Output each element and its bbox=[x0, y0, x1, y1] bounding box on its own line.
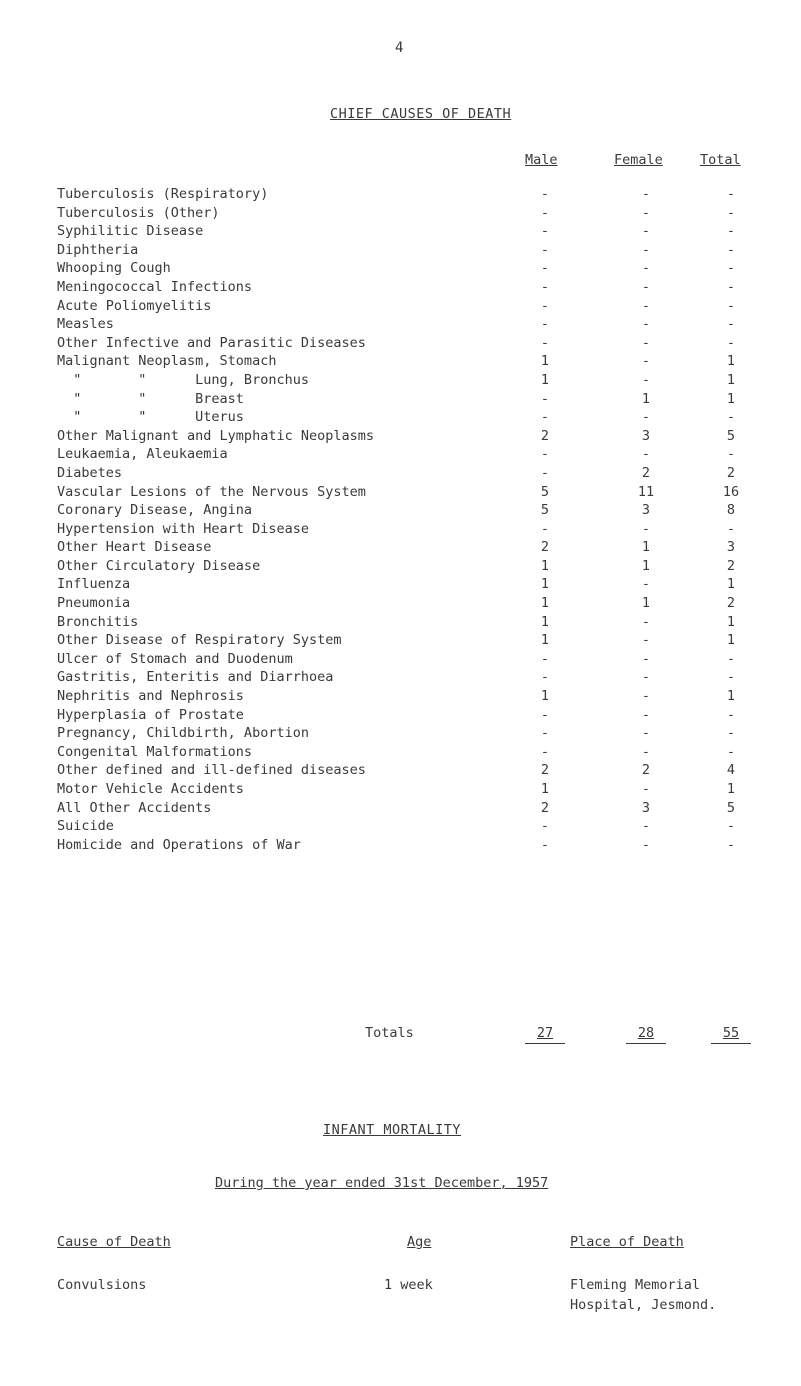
table-row bbox=[57, 761, 777, 780]
female-value: - bbox=[641, 688, 651, 705]
female-value: 1 bbox=[641, 595, 651, 612]
cause-label: " " Uterus bbox=[57, 409, 244, 426]
cause-label: Influenza bbox=[57, 576, 131, 593]
female-value: - bbox=[641, 223, 651, 240]
total-value: - bbox=[726, 743, 736, 760]
cause-label: Gastritis, Enteritis and Diarrhoea bbox=[57, 669, 334, 686]
infant-header-place: Place of Death bbox=[570, 1234, 684, 1250]
table-row bbox=[57, 427, 777, 446]
male-value: - bbox=[540, 650, 550, 667]
cause-label: Vascular Lesions of the Nervous System bbox=[57, 483, 366, 500]
female-value: - bbox=[641, 632, 651, 649]
causes-table bbox=[57, 185, 777, 854]
female-value: - bbox=[641, 241, 651, 258]
infant-period: During the year ended 31st December, 1957 bbox=[215, 1175, 549, 1191]
total-value: - bbox=[726, 818, 736, 835]
table-row bbox=[57, 464, 777, 483]
table-row bbox=[57, 668, 777, 687]
total-value: - bbox=[726, 297, 736, 314]
female-value: - bbox=[641, 316, 651, 333]
cause-label: Ulcer of Stomach and Duodenum bbox=[57, 650, 293, 667]
male-value: 1 bbox=[540, 576, 550, 593]
cause-label: Nephritis and Nephrosis bbox=[57, 688, 244, 705]
table-row bbox=[57, 817, 777, 836]
cause-label: Suicide bbox=[57, 818, 114, 835]
table-row bbox=[57, 687, 777, 706]
male-value: - bbox=[540, 260, 550, 277]
total-value: 2 bbox=[726, 595, 736, 612]
female-value: - bbox=[641, 520, 651, 537]
cause-label: Leukaemia, Aleukaemia bbox=[57, 446, 228, 463]
male-value: 1 bbox=[540, 353, 550, 370]
table-row bbox=[57, 241, 777, 260]
male-value: - bbox=[540, 390, 550, 407]
male-value: - bbox=[540, 223, 550, 240]
total-value: 5 bbox=[726, 427, 736, 444]
female-value: - bbox=[641, 669, 651, 686]
table-row bbox=[57, 650, 777, 669]
male-value: - bbox=[540, 204, 550, 221]
table-row bbox=[57, 706, 777, 725]
table-row bbox=[57, 185, 777, 204]
female-value: - bbox=[641, 297, 651, 314]
infant-row-age: 1 week bbox=[384, 1277, 433, 1293]
female-value: - bbox=[641, 650, 651, 667]
total-value: 5 bbox=[726, 799, 736, 816]
female-value: 3 bbox=[641, 799, 651, 816]
male-value: 1 bbox=[540, 632, 550, 649]
cause-label: Acute Poliomyelitis bbox=[57, 297, 212, 314]
cause-label: Meningococcal Infections bbox=[57, 278, 253, 295]
female-value: 3 bbox=[641, 502, 651, 519]
table-row bbox=[57, 204, 777, 223]
total-value: - bbox=[726, 725, 736, 742]
total-value: - bbox=[726, 409, 736, 426]
male-value: - bbox=[540, 334, 550, 351]
total-value: 1 bbox=[726, 390, 736, 407]
female-value: - bbox=[641, 409, 651, 426]
cause-label: Malignant Neoplasm, Stomach bbox=[57, 353, 277, 370]
female-value: 1 bbox=[641, 557, 651, 574]
cause-label: " " Lung, Bronchus bbox=[57, 371, 309, 388]
cause-label: Other Circulatory Disease bbox=[57, 557, 261, 574]
male-value: 1 bbox=[540, 781, 550, 797]
total-value: - bbox=[726, 186, 736, 202]
female-value: 3 bbox=[641, 427, 651, 444]
totals-male: 27 bbox=[525, 1025, 565, 1044]
male-value: - bbox=[540, 818, 550, 835]
total-value: 1 bbox=[726, 371, 736, 388]
total-value: 16 bbox=[722, 483, 740, 500]
total-value: 2 bbox=[726, 464, 736, 481]
cause-label: Other Disease of Respiratory System bbox=[57, 632, 342, 649]
total-value: 1 bbox=[726, 576, 736, 593]
table-row bbox=[57, 334, 777, 353]
table-row bbox=[57, 278, 777, 297]
table-row bbox=[57, 743, 777, 762]
table-row bbox=[57, 780, 777, 799]
table-row bbox=[57, 799, 777, 818]
table-row bbox=[57, 538, 777, 557]
cause-label: Pneumonia bbox=[57, 595, 131, 612]
infant-row-place-line2: Hospital, Jesmond. bbox=[570, 1297, 717, 1313]
infant-header-age: Age bbox=[407, 1234, 432, 1250]
table-row bbox=[57, 520, 777, 539]
total-value: - bbox=[726, 316, 736, 333]
total-value: 2 bbox=[726, 557, 736, 574]
table-row bbox=[57, 631, 777, 650]
total-value: 1 bbox=[726, 353, 736, 370]
cause-label: Syphilitic Disease bbox=[57, 223, 204, 240]
total-value: - bbox=[726, 241, 736, 258]
female-value: - bbox=[641, 781, 651, 797]
table-row bbox=[57, 222, 777, 241]
female-value: 2 bbox=[641, 464, 651, 481]
male-value: - bbox=[540, 520, 550, 537]
male-value: - bbox=[540, 316, 550, 333]
male-value: - bbox=[540, 446, 550, 463]
table-row bbox=[57, 613, 777, 632]
female-value: - bbox=[641, 613, 651, 630]
cause-label: Other defined and ill-defined diseases bbox=[57, 762, 366, 779]
female-value: - bbox=[641, 353, 651, 370]
total-value: - bbox=[726, 334, 736, 351]
total-value: 1 bbox=[726, 632, 736, 649]
cause-label: Other Heart Disease bbox=[57, 539, 212, 556]
female-value: - bbox=[641, 706, 651, 723]
female-value: - bbox=[641, 836, 651, 853]
total-value: 8 bbox=[726, 502, 736, 519]
column-header-female: Female bbox=[614, 152, 663, 168]
male-value: - bbox=[540, 297, 550, 314]
cause-label: Measles bbox=[57, 316, 114, 333]
female-value: - bbox=[641, 576, 651, 593]
male-value: - bbox=[540, 464, 550, 481]
table-row bbox=[57, 445, 777, 464]
total-value: - bbox=[726, 260, 736, 277]
total-value: 4 bbox=[726, 762, 736, 779]
cause-label: Other Infective and Parasitic Diseases bbox=[57, 334, 366, 351]
male-value: - bbox=[540, 278, 550, 295]
cause-label: Tuberculosis (Other) bbox=[57, 204, 220, 221]
table-row bbox=[57, 594, 777, 613]
table-row bbox=[57, 408, 777, 427]
male-value: 2 bbox=[540, 799, 550, 816]
infant-header-cause: Cause of Death bbox=[57, 1234, 171, 1250]
male-value: 2 bbox=[540, 427, 550, 444]
total-value: 3 bbox=[726, 539, 736, 556]
cause-label: Tuberculosis (Respiratory) bbox=[57, 186, 269, 202]
infant-row-place-line1: Fleming Memorial bbox=[570, 1277, 701, 1293]
female-value: - bbox=[641, 743, 651, 760]
infant-row-cause: Convulsions bbox=[57, 1277, 147, 1293]
totals-total: 55 bbox=[711, 1025, 751, 1044]
page-number: 4 bbox=[395, 40, 404, 56]
male-value: 1 bbox=[540, 688, 550, 705]
cause-label: Hypertension with Heart Disease bbox=[57, 520, 309, 537]
male-value: 5 bbox=[540, 483, 550, 500]
totals-label: Totals bbox=[365, 1025, 414, 1041]
table-row bbox=[57, 836, 777, 855]
female-value: 1 bbox=[641, 390, 651, 407]
female-value: 11 bbox=[637, 483, 655, 500]
male-value: 2 bbox=[540, 762, 550, 779]
total-value: - bbox=[726, 520, 736, 537]
female-value: - bbox=[641, 260, 651, 277]
female-value: - bbox=[641, 446, 651, 463]
total-value: - bbox=[726, 278, 736, 295]
table-row bbox=[57, 259, 777, 278]
cause-label: Pregnancy, Childbirth, Abortion bbox=[57, 725, 309, 742]
total-value: - bbox=[726, 446, 736, 463]
totals-female: 28 bbox=[626, 1025, 666, 1044]
column-header-total: Total bbox=[700, 152, 741, 168]
table-row bbox=[57, 352, 777, 371]
male-value: - bbox=[540, 725, 550, 742]
total-value: 1 bbox=[726, 613, 736, 630]
cause-label: Hyperplasia of Prostate bbox=[57, 706, 244, 723]
male-value: - bbox=[540, 836, 550, 853]
total-value: 1 bbox=[726, 688, 736, 705]
female-value: 1 bbox=[641, 539, 651, 556]
table-row bbox=[57, 575, 777, 594]
total-value: - bbox=[726, 836, 736, 853]
cause-label: Other Malignant and Lymphatic Neoplasms bbox=[57, 427, 374, 444]
male-value: 5 bbox=[540, 502, 550, 519]
cause-label: Congenital Malformations bbox=[57, 743, 253, 760]
table-row bbox=[57, 315, 777, 334]
infant-mortality-title: INFANT MORTALITY bbox=[323, 1122, 462, 1138]
total-value: - bbox=[726, 204, 736, 221]
male-value: - bbox=[540, 706, 550, 723]
female-value: - bbox=[641, 186, 651, 202]
cause-label: All Other Accidents bbox=[57, 799, 212, 816]
female-value: - bbox=[641, 371, 651, 388]
cause-label: " " Breast bbox=[57, 390, 244, 407]
male-value: 1 bbox=[540, 595, 550, 612]
male-value: - bbox=[540, 409, 550, 426]
total-value: - bbox=[726, 650, 736, 667]
female-value: - bbox=[641, 725, 651, 742]
table-row bbox=[57, 557, 777, 576]
cause-label: Coronary Disease, Angina bbox=[57, 502, 253, 519]
male-value: - bbox=[540, 669, 550, 686]
cause-label: Homicide and Operations of War bbox=[57, 836, 301, 853]
male-value: 1 bbox=[540, 371, 550, 388]
total-value: 1 bbox=[726, 781, 736, 797]
table-row bbox=[57, 501, 777, 520]
table-row bbox=[57, 371, 777, 390]
female-value: - bbox=[641, 334, 651, 351]
cause-label: Bronchitis bbox=[57, 613, 139, 630]
table-row bbox=[57, 297, 777, 316]
female-value: 2 bbox=[641, 762, 651, 779]
cause-label: Diabetes bbox=[57, 464, 123, 481]
female-value: - bbox=[641, 818, 651, 835]
male-value: - bbox=[540, 186, 550, 202]
male-value: - bbox=[540, 241, 550, 258]
cause-label: Whooping Cough bbox=[57, 260, 171, 277]
female-value: - bbox=[641, 204, 651, 221]
table-row bbox=[57, 724, 777, 743]
total-value: - bbox=[726, 706, 736, 723]
total-value: - bbox=[726, 223, 736, 240]
table-row bbox=[57, 390, 777, 409]
cause-label: Motor Vehicle Accidents bbox=[57, 781, 244, 797]
page-title: CHIEF CAUSES OF DEATH bbox=[330, 106, 512, 122]
total-value: - bbox=[726, 669, 736, 686]
column-header-male: Male bbox=[525, 152, 558, 168]
male-value: 1 bbox=[540, 557, 550, 574]
male-value: - bbox=[540, 743, 550, 760]
table-row bbox=[57, 483, 777, 502]
male-value: 1 bbox=[540, 613, 550, 630]
cause-label: Diphtheria bbox=[57, 241, 139, 258]
female-value: - bbox=[641, 278, 651, 295]
male-value: 2 bbox=[540, 539, 550, 556]
